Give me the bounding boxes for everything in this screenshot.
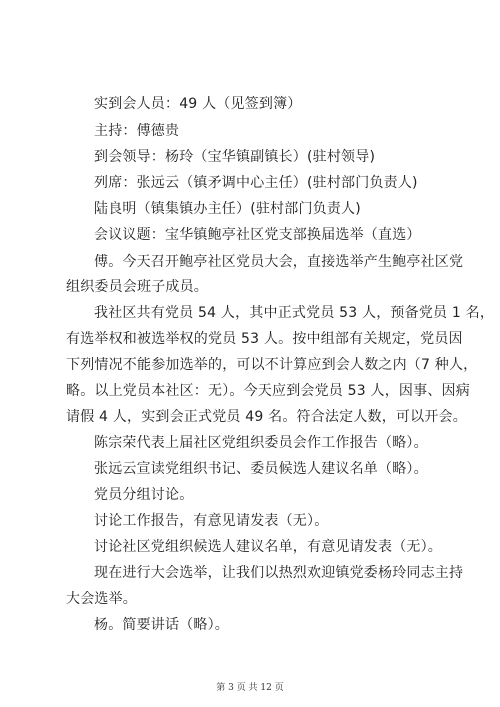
text-line: 陈宗荣代表上届社区党组织委员会作工作报告（略）。	[94, 435, 428, 451]
text-line: 略。以上党员本社区：无）。今天应到会党员 53 人，因事、因病	[66, 383, 470, 399]
text-line: 现在进行大会选举，让我们以热烈欢迎镇党委杨玲同志主持	[94, 565, 464, 581]
text-line: 讨论社区党组织候选人建议名单，有意见请发表（无）。	[94, 539, 442, 555]
text-line: 张远云宣读党组织书记、委员候选人建议名单（略）。	[94, 461, 428, 477]
text-line: 组织委员会班子成员。	[66, 279, 208, 295]
text-line: 我社区共有党员 54 人，其中正式党员 53 人，预备党员 1 名，	[94, 305, 495, 321]
text-line: 有选举权和被选举权的党员 53 人。按中组部有关规定，党员因	[66, 331, 463, 347]
text-line: 大会选举。	[66, 591, 137, 607]
text-line: 到会领导：杨玲（宝华镇副镇长）(驻村领导)	[94, 149, 376, 165]
text-line: 陆良明（镇集镇办主任）(驻村部门负责人)	[94, 201, 361, 217]
text-line: 杨。简要讲话（略）。	[94, 617, 229, 633]
text-line: 下列情况不能参加选举的，可以不计算应到会人数之内（7 种人，	[66, 357, 478, 373]
text-line: 主持：傅德贵	[94, 123, 180, 139]
text-line: 党员分组讨论。	[94, 487, 194, 503]
text-line: 傅。今天召开鲍亭社区党员大会，直接选举产生鲍亭社区党	[94, 254, 464, 270]
text-line: 实到会人员：49 人（见签到簿）	[94, 96, 302, 112]
text-line: 请假 4 人，实到会正式党员 49 名。符合法定人数，可以开会。	[66, 409, 467, 425]
text-line: 会议议题：宝华镇鲍亭社区党支部换届选举（直选）	[94, 227, 421, 243]
text-line: 讨论工作报告，有意见请发表（无）。	[94, 513, 329, 529]
page-number-footer: 第 3 页 共 12 页	[216, 683, 284, 693]
text-line: 列席：张远云（镇矛调中心主任）(驻村部门负责人)	[94, 175, 418, 191]
